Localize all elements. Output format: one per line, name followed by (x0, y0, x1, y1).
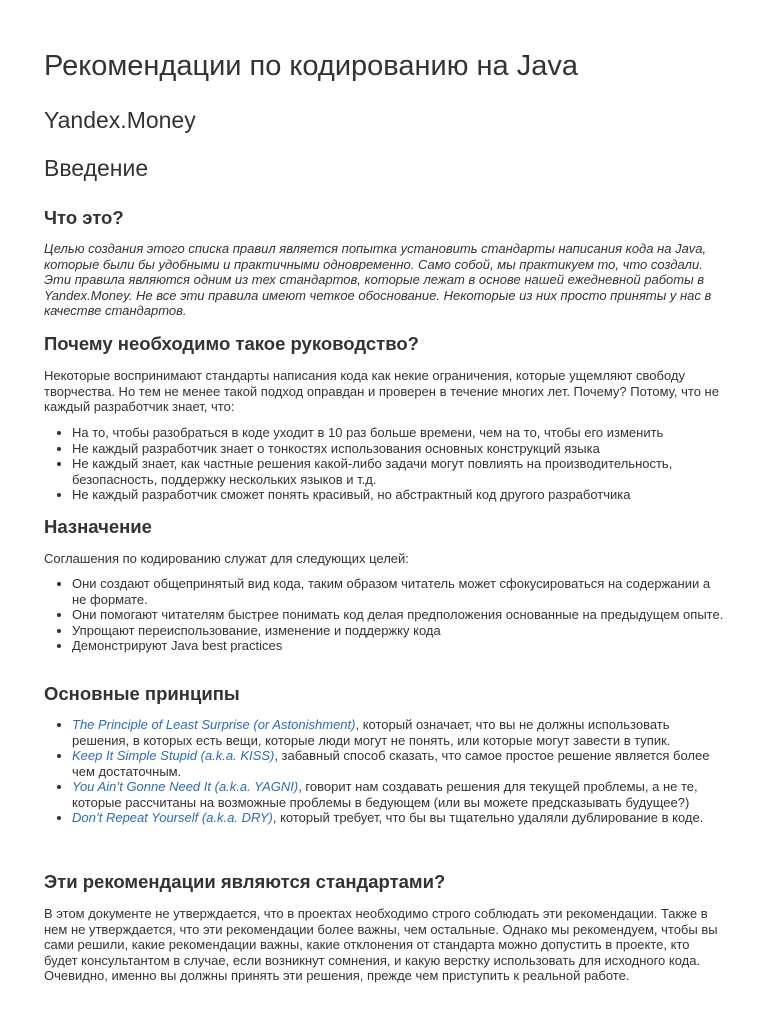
list-item: • Демонстрируют Java best practices (72, 638, 724, 654)
principles-list (44, 717, 724, 826)
list-item (72, 779, 724, 810)
list-item: • Не каждый знает, как частные решения какой-либо задачи могут повлиять на производительность, безопасность, поддержку нескольких языков и т.д. (72, 456, 724, 487)
page-title: Рекомендации по кодированию на Java (44, 50, 578, 82)
why-paragraph: Некоторые воспринимают стандарты написания кода как некие ограничения, которые ущемляют свободу творчества. Но тем не менее такой подход оправдан и проверен в течение многих лет. Почему? Потому, что не каждый разработчик знает, что: (44, 368, 719, 414)
principle-text: , который означает, что вы не должны использовать решения, в которых есть вещи, которые люди могут не понять, или которые могут завести в тупик. (72, 717, 671, 748)
principle-link-dry[interactable]: Don’t Repeat Yourself (a.k.a. DRY) (72, 810, 273, 825)
principle-link-least-surprise[interactable]: The Principle of Least Surprise (or Astonishment) (72, 717, 356, 732)
what-paragraph: Целью создания этого списка правил является попытка установить стандарты написания кода на Java, которые были бы удобными и практичными одновременно. Само собой, мы практикуем то, что создали. Эти правила являются одним из тех стандартов, которые лежат в основе нашей ежедневной работы в Yandex.Money. Не все эти правила имеют четкое обоснование. Некоторые из них просто приняты у нас в качестве стандартов. (44, 241, 712, 318)
principle-link-yagni[interactable]: You Ain’t Gonne Need It (a.k.a. YAGNI) (72, 779, 299, 794)
standards-paragraph: В этом документе не утверждается, что в проектах необходимо строго соблюдать эти рекомендации. Также в нем не утверждается, что эти рекомендации более важны, чем остальные. Однако мы рекомендуем, чтобы вы сами решили, какие рекомендации важны, какие отклонения от стандарта можно допустить в проекте, кто будет консультантом в случае, если возникнут сомнения, и какую верстку использовать для исходного кода. Очевидно, именно вы должны принять эти решения, прежде чем приступить к реальной работе. (44, 906, 718, 983)
principle-text: , забавный способ сказать, что самое простое решение является более чем достаточным. (72, 748, 710, 779)
list-item: • Упрощают переиспользование, изменение и поддержку кода (72, 623, 724, 639)
list-item: • Они создают общепринятый вид кода, таким образом читатель может сфокусироваться на содержании а не формате. (72, 576, 724, 607)
purpose-heading: Назначение (44, 516, 152, 537)
list-item: • Не каждый разработчик знает о тонкостях использования основных конструкций языка (72, 441, 724, 457)
standards-heading: Эти рекомендации являются стандартами? (44, 871, 446, 892)
why-list (44, 425, 724, 503)
list-item: • На то, чтобы разобраться в коде уходит в 10 раз больше времени, чем на то, чтобы его изменить (72, 425, 724, 441)
list-item (72, 748, 724, 779)
page-subtitle: Yandex.Money (44, 107, 196, 133)
principle-text: , говорит нам создавать решения для текущей проблемы, а не те, которые рассчитаны на возможные проблемы в бедующем (или вы можете предсказывать будущее?) (72, 779, 698, 810)
principle-link-kiss[interactable]: Keep It Simple Stupid (a.k.a. KISS) (72, 748, 275, 763)
purpose-list (44, 576, 724, 654)
list-item: • Не каждый разработчик сможет понять красивый, но абстрактный код другого разработчика (72, 487, 724, 503)
what-heading: Что это? (44, 207, 124, 228)
why-heading: Почему необходимо такое руководство? (44, 333, 419, 354)
principles-heading: Основные принципы (44, 683, 240, 704)
list-item (72, 810, 724, 826)
list-item: • Они помогают читателям быстрее понимать код делая предположения основанные на предыдущем опыте. (72, 607, 724, 623)
intro-heading: Введение (44, 155, 149, 181)
principle-text: , который требует, что бы вы тщательно удаляли дублирование в коде. (272, 810, 704, 825)
purpose-paragraph: Соглашения по кодированию служат для следующих целей: (44, 551, 409, 566)
list-item (72, 717, 724, 748)
